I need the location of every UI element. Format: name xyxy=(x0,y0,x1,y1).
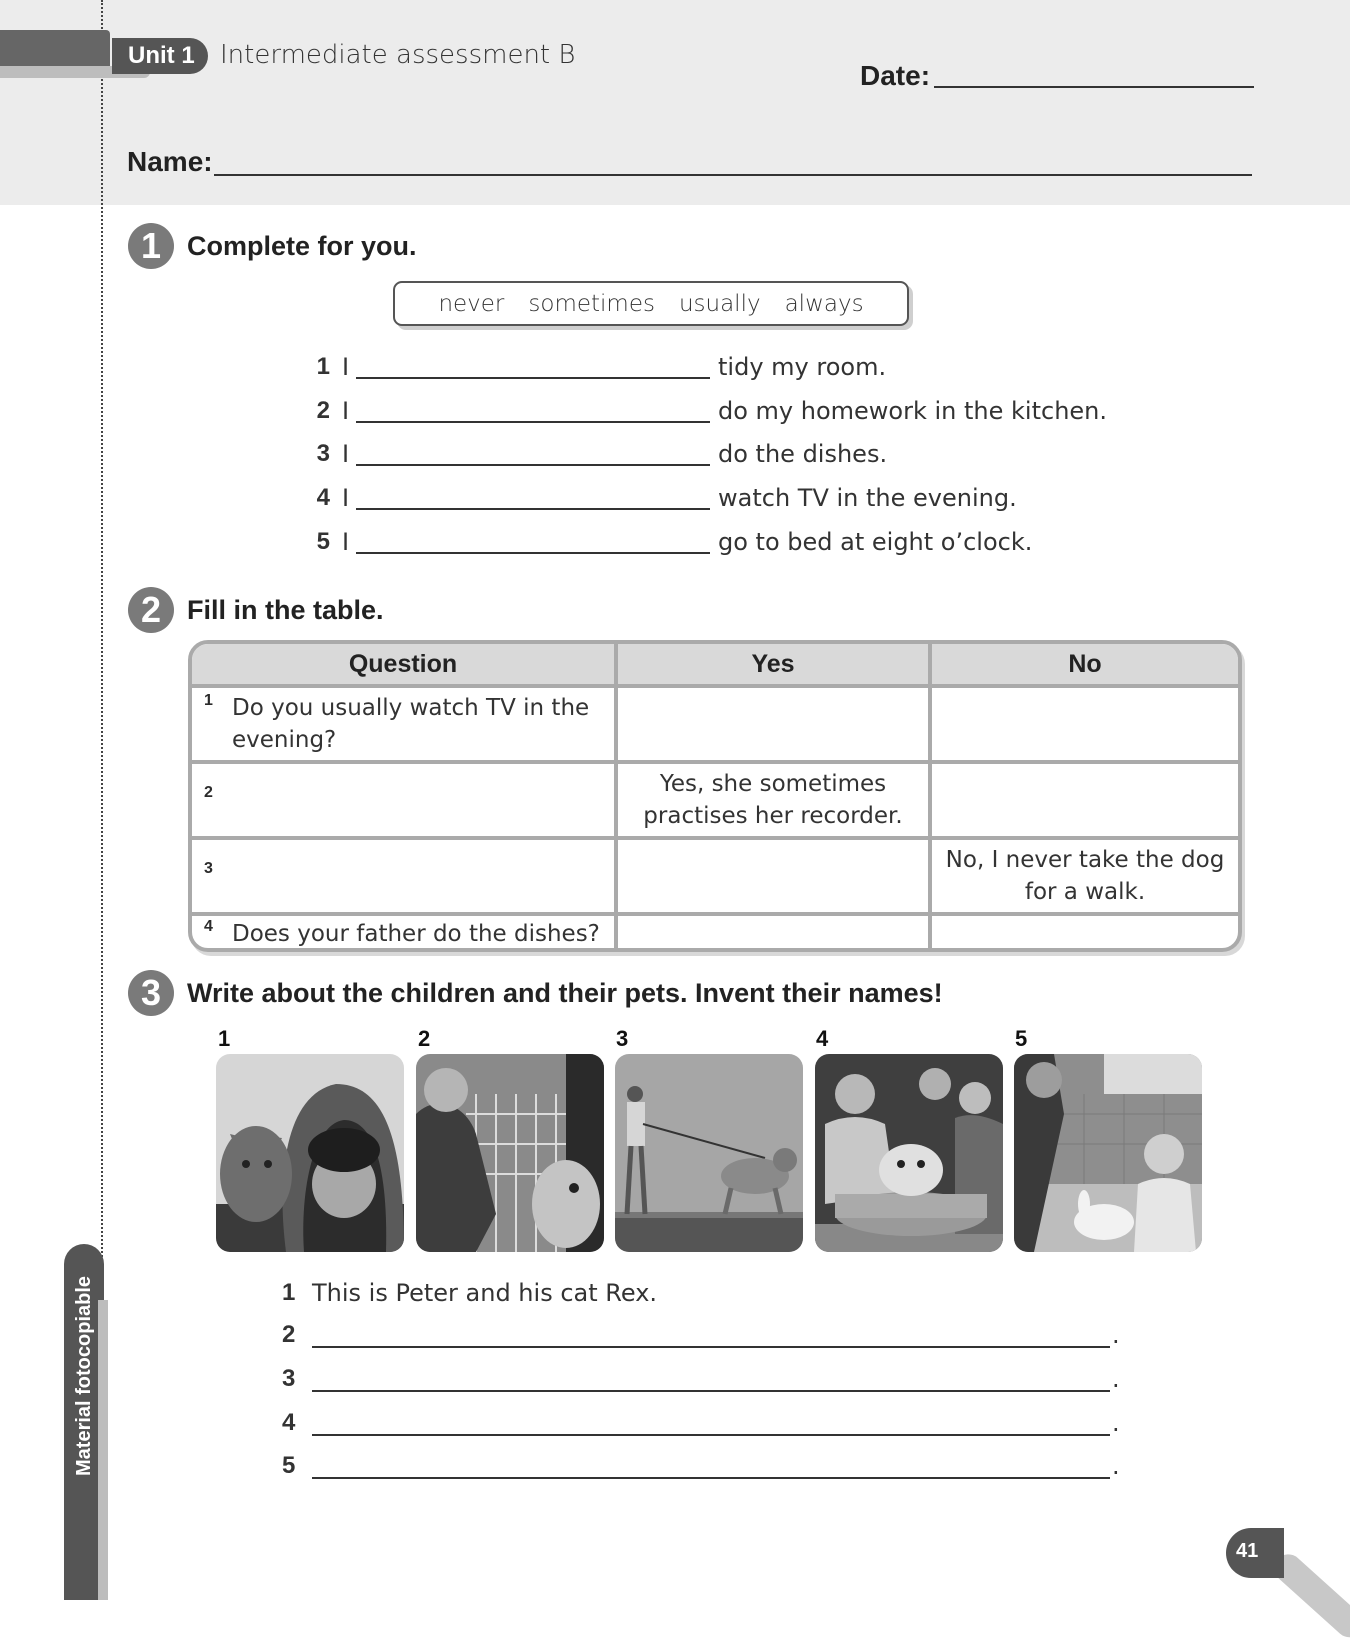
exercise-1-number: 1 xyxy=(128,223,174,269)
sentence-text: watch TV in the evening. xyxy=(718,484,1017,512)
sentence-pronoun: I xyxy=(342,397,350,425)
sentence-text: tidy my room. xyxy=(718,353,887,381)
yes-cell[interactable]: Yes, she sometimes practises her recorder. xyxy=(643,771,903,829)
sentence-text: go to bed at eight o’clock. xyxy=(718,528,1033,556)
answer-number: 5 xyxy=(282,1452,296,1479)
sentence-pronoun: I xyxy=(342,484,350,512)
date-field[interactable] xyxy=(934,86,1254,88)
no-cell[interactable]: No, I never take the dog for a walk. xyxy=(945,847,1225,905)
table-row-4 xyxy=(192,916,1238,952)
sentence-number: 5 xyxy=(316,528,330,555)
page-title: Intermediate assessment B xyxy=(220,40,576,70)
table-divider xyxy=(192,760,1238,764)
answer-period: . xyxy=(1112,1409,1120,1437)
sentence-blank[interactable] xyxy=(356,508,710,510)
answer-blank[interactable] xyxy=(312,1477,1110,1479)
row-number: 2 xyxy=(204,784,213,801)
table-row-1 xyxy=(192,688,1238,760)
answer-blank[interactable] xyxy=(312,1346,1110,1348)
name-field[interactable] xyxy=(214,174,1252,176)
answer-period: . xyxy=(1112,1452,1120,1480)
table-divider xyxy=(614,644,618,948)
yes-cell[interactable] xyxy=(618,916,928,952)
answer-example: This is Peter and his cat Rex. xyxy=(312,1279,658,1307)
yes-cell[interactable] xyxy=(618,688,928,760)
no-cell[interactable] xyxy=(932,916,1238,952)
question-cell[interactable] xyxy=(192,688,614,760)
answer-period: . xyxy=(1112,1365,1120,1393)
question-text: Do you usually watch TV in the evening? xyxy=(232,695,590,753)
sentence-text: do my homework in the kitchen. xyxy=(718,397,1108,425)
table-divider xyxy=(192,912,1238,916)
exercise-3-title: Write about the children and their pets. Invent their names! xyxy=(187,978,943,1008)
sentence-blank[interactable] xyxy=(356,464,710,466)
photo-number: 5 xyxy=(1015,1026,1028,1051)
answer-number: 2 xyxy=(282,1321,296,1348)
photocopiable-label: Material fotocopiable xyxy=(73,1275,95,1476)
unit-label: Unit 1 xyxy=(112,38,208,74)
no-cell[interactable] xyxy=(932,688,1238,760)
answer-number: 4 xyxy=(282,1409,296,1436)
photo-boy-with-cat xyxy=(216,1054,404,1252)
answer-period: . xyxy=(1112,1321,1120,1349)
photo-girl-walking-dog xyxy=(615,1054,803,1252)
no-cell[interactable] xyxy=(932,764,1238,836)
habits-table xyxy=(188,640,1242,952)
side-tab-shadow xyxy=(98,1300,108,1600)
date-label: Date: xyxy=(860,60,931,91)
photo-number: 4 xyxy=(816,1026,829,1051)
exercise-2-title: Fill in the table. xyxy=(187,595,384,625)
sentence-blank[interactable] xyxy=(356,377,710,379)
name-label: Name: xyxy=(127,146,213,177)
photo-number: 3 xyxy=(616,1026,629,1051)
sentence-pronoun: I xyxy=(342,353,350,381)
table-divider xyxy=(192,836,1238,840)
word-sometimes: sometimes xyxy=(528,290,655,317)
header-question: Question xyxy=(348,650,458,678)
word-always: always xyxy=(784,290,864,317)
photo-number: 2 xyxy=(418,1026,431,1051)
table-divider xyxy=(192,684,1238,688)
answer-number: 3 xyxy=(282,1365,296,1392)
sentence-text: do the dishes. xyxy=(718,440,888,468)
photo-number: 1 xyxy=(218,1026,231,1051)
sentence-number: 4 xyxy=(316,484,330,511)
exercise-1-title: Complete for you. xyxy=(187,231,417,261)
answer-number: 1 xyxy=(282,1279,296,1306)
photo-girl-with-rabbit xyxy=(1014,1054,1202,1252)
exercise-2-number: 2 xyxy=(128,587,174,633)
sentence-number: 3 xyxy=(316,440,330,467)
answer-blank[interactable] xyxy=(312,1390,1110,1392)
question-cell[interactable] xyxy=(192,916,614,952)
question-cell[interactable] xyxy=(192,764,614,836)
header-yes: Yes xyxy=(751,650,795,678)
answer-blank[interactable] xyxy=(312,1434,1110,1436)
sentence-pronoun: I xyxy=(342,528,350,556)
row-number: 4 xyxy=(204,918,213,935)
table-header-row xyxy=(192,644,1238,684)
word-usually: usually xyxy=(678,290,761,317)
question-text: Does your father do the dishes? xyxy=(232,921,600,947)
header-no: No xyxy=(1068,650,1102,678)
table-row-3 xyxy=(192,840,1238,912)
sentence-blank[interactable] xyxy=(356,421,710,423)
photo-boy-feeding-animal xyxy=(416,1054,604,1252)
sentence-pronoun: I xyxy=(342,440,350,468)
photo-family-washing-dog xyxy=(815,1054,1003,1252)
question-cell[interactable] xyxy=(192,840,614,912)
word-never: never xyxy=(438,290,505,317)
yes-cell[interactable] xyxy=(618,840,928,912)
sentence-number: 2 xyxy=(316,397,330,424)
table-row-2 xyxy=(192,764,1238,836)
sentence-blank[interactable] xyxy=(356,552,710,554)
table-divider xyxy=(928,644,932,948)
row-number: 1 xyxy=(204,692,213,709)
exercise-3-number: 3 xyxy=(128,970,174,1016)
row-number: 3 xyxy=(204,860,213,877)
sentence-number: 1 xyxy=(316,353,330,380)
page-number: 41 xyxy=(1236,1540,1259,1562)
unit-bar xyxy=(0,30,110,70)
word-box xyxy=(393,281,909,326)
